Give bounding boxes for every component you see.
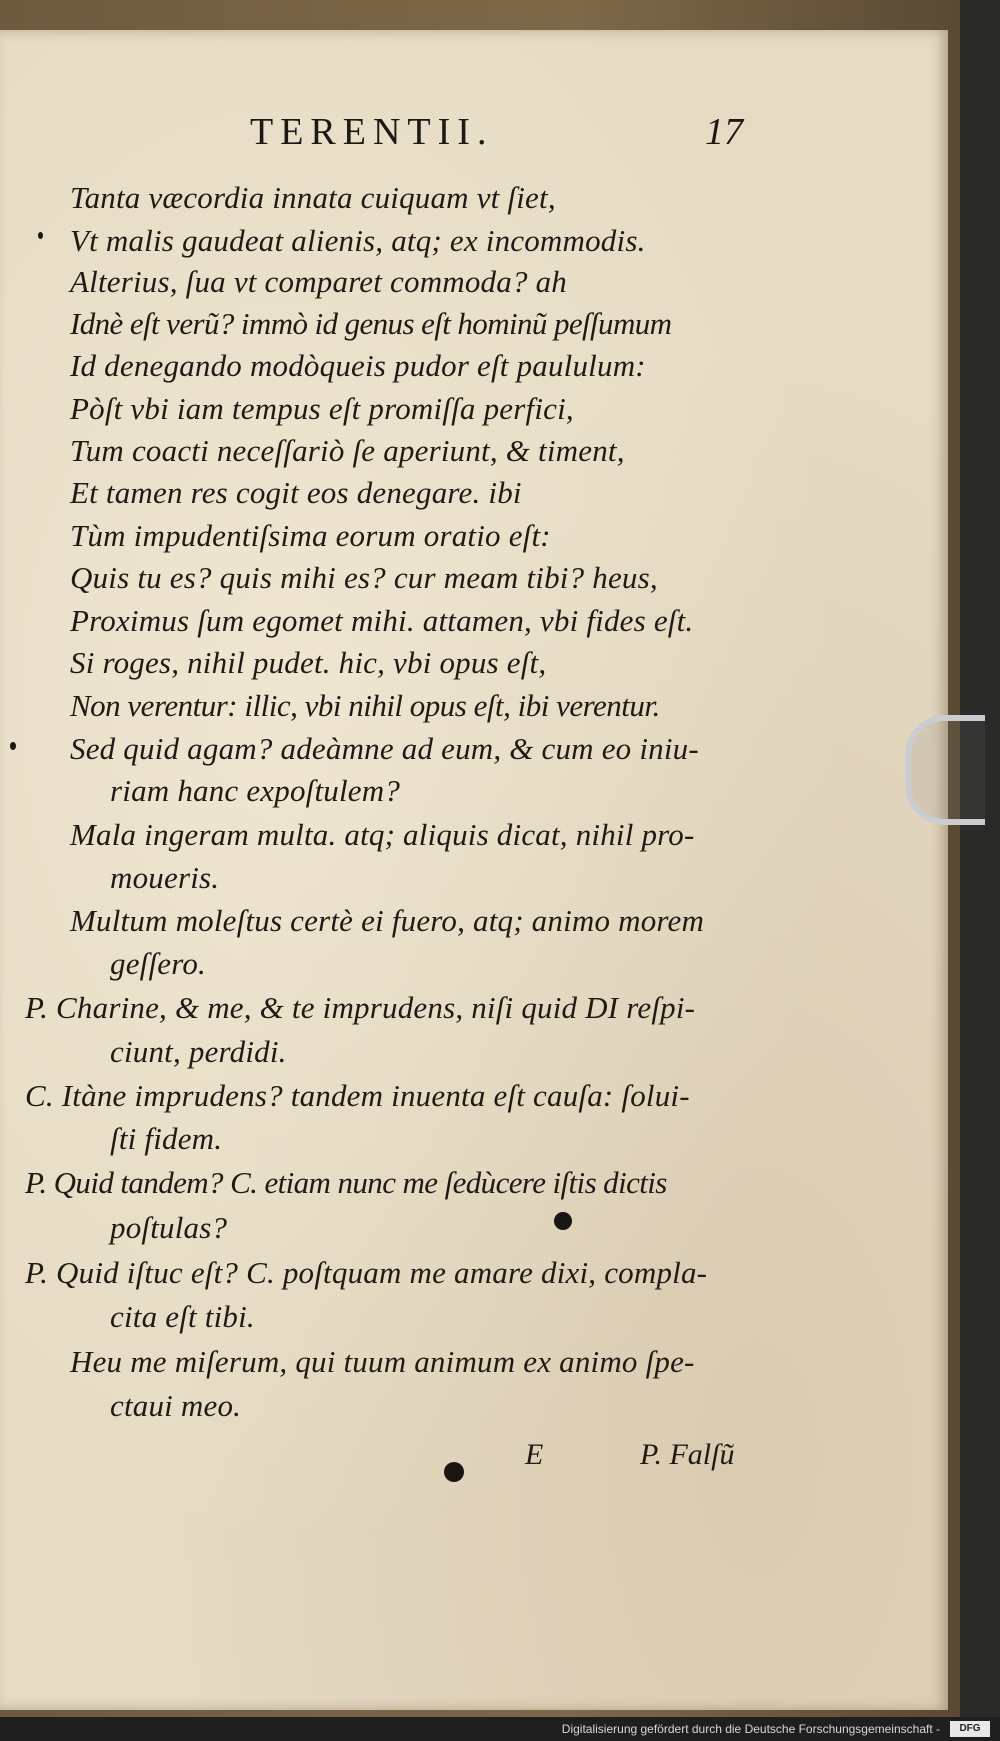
- text-line: Id denegando modòqueis pudor eſt paululum:: [70, 348, 646, 383]
- text-line: P. Quid tandem? C. etiam nunc me ſedùcere iſtis dictis: [25, 1165, 667, 1200]
- text-line: moueris.: [110, 860, 220, 895]
- text-line: Tùm impudentiſsima eorum oratio eſt:: [70, 518, 551, 553]
- dfg-logo: DFG: [950, 1721, 990, 1737]
- text-line: Mala ingeram multa. atq; aliquis dicat, nihil pro-: [70, 817, 695, 852]
- ink-spot: [554, 1212, 572, 1230]
- text-line: cita eſt tibi.: [110, 1299, 255, 1334]
- ink-spot: [444, 1462, 464, 1482]
- text-line: Alterius, ſua vt comparet commoda? ah: [70, 264, 568, 299]
- text-line: ciunt, perdidi.: [110, 1034, 287, 1069]
- text-line: Et tamen res cogit eos denegare. ibi: [70, 475, 522, 510]
- page-number: 17: [705, 111, 743, 153]
- signature-mark: E: [525, 1438, 544, 1471]
- text-line: Quis tu es? quis mihi es? cur meam tibi? heus,: [70, 560, 658, 595]
- text-line: Multum moleſtus certè ei fuero, atq; animo morem: [70, 903, 705, 938]
- ink-spot: [38, 232, 43, 239]
- catchword: P. Falſũ: [640, 1438, 735, 1471]
- text-line: Sed quid agam? adeàmne ad eum, & cum eo iniu-: [70, 731, 699, 766]
- text-line: geſſero.: [110, 946, 207, 981]
- catchword-line: [0, 1438, 948, 1478]
- running-head: TERENTII.: [250, 111, 494, 153]
- text-line: Heu me miſerum, qui tuum animum ex animo ſpe-: [70, 1344, 695, 1379]
- text-line: Idnè eſt verũ? immò id genus eſt hominũ peſſumum: [70, 306, 672, 341]
- footer-credit: Digitalisierung gefördert durch die Deutsche Forschungsgemeinschaft -: [561, 1722, 940, 1736]
- text-line: Vt malis gaudeat alienis, atq; ex incommodis.: [70, 223, 646, 258]
- ink-spot: [10, 742, 16, 750]
- text-line: Si roges, nihil pudet. hic, vbi opus eſt,: [70, 645, 547, 680]
- text-line: Tanta væcordia innata cuiquam vt ſiet,: [70, 180, 556, 215]
- text-line: P. Charine, & me, & te imprudens, niſi quid DI reſpi-: [25, 990, 696, 1025]
- text-line: ſti fidem.: [110, 1121, 223, 1156]
- text-line: poſtulas?: [110, 1210, 228, 1245]
- digitization-footer: [0, 1717, 1000, 1741]
- text-line: Pòſt vbi iam tempus eſt promiſſa perfici,: [70, 391, 574, 426]
- text-line: riam hanc expoſtulem?: [110, 773, 401, 808]
- text-line: P. Quid iſtuc eſt? C. poſtquam me amare dixi, compla-: [25, 1255, 708, 1290]
- text-line: Proximus ſum egomet mihi. attamen, vbi fides eſt.: [70, 603, 694, 638]
- text-line: C. Itàne imprudens? tandem inuenta eſt cauſa: ſolui-: [25, 1078, 690, 1113]
- text-line: ctaui meo.: [110, 1388, 242, 1423]
- text-line: Non verentur: illic, vbi nihil opus eſt, ibi verentur.: [70, 688, 660, 723]
- text-line: Tum coacti neceſſariò ſe aperiunt, & timent,: [70, 433, 625, 468]
